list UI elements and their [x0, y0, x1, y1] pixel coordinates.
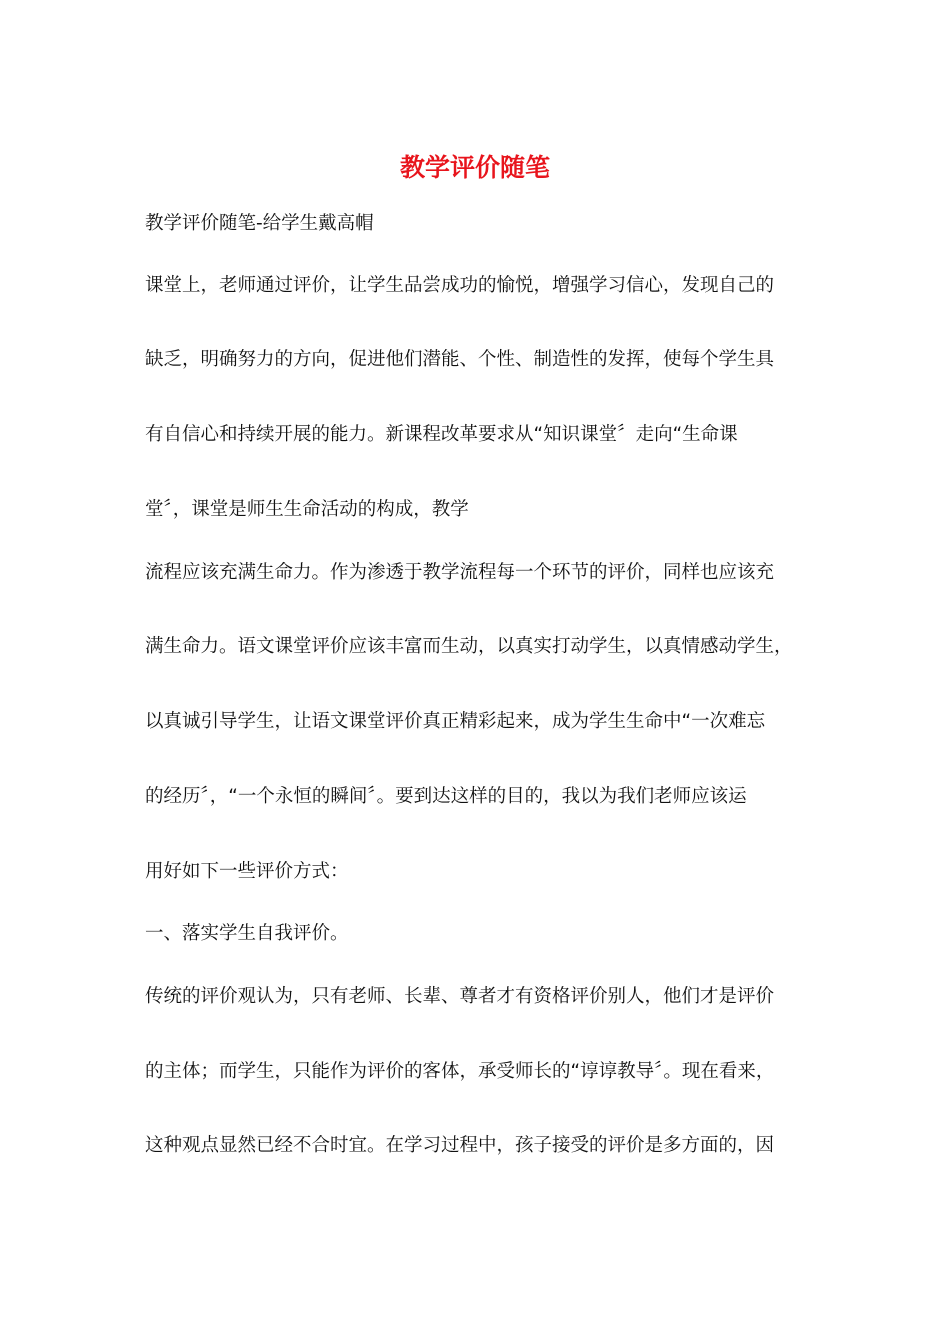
paragraph-line: 流程应该充满生命力。作为渗透于教学流程每一个环节的评价，同样也应该充: [145, 562, 775, 583]
paragraph-line: 满生命力。语文课堂评价应该丰富而生动，以真实打动学生，以真情感动学生，: [145, 636, 793, 657]
paragraph-line: 传统的评价观认为，只有老师、长辈、尊者才有资格评价别人，他们才是评价: [145, 986, 775, 1007]
paragraph-line: 的经历〞，“一个永恒的瞬间〞。要到达这样的目的，我以为我们老师应该运: [145, 786, 747, 807]
document-title: 教学评价随笔: [399, 153, 550, 182]
paragraph-line: 以真诚引导学生，让语文课堂评价真正精彩起来，成为学生生命中“一次难忘: [145, 711, 766, 732]
paragraph-line: 有自信心和持续开展的能力。新课程改革要求从“知识课堂〞走向“生命课: [145, 424, 738, 445]
document-subtitle: 教学评价随笔-给学生戴高帽: [145, 213, 374, 234]
paragraph-line: 缺乏，明确努力的方向，促进他们潜能、个性、制造性的发挥，使每个学生具: [145, 349, 775, 370]
section-heading: 一、落实学生自我评价。: [145, 923, 349, 944]
paragraph-line: 这种观点显然已经不合时宜。在学习过程中，孩子接受的评价是多方面的，因: [145, 1135, 775, 1156]
paragraph-line: 堂〞，课堂是师生生命活动的构成，教学: [145, 499, 469, 520]
paragraph-line: 的主体；而学生，只能作为评价的客体，承受师长的“谆谆教导〞。现在看来，: [145, 1061, 775, 1082]
paragraph-line: 课堂上，老师通过评价，让学生品尝成功的愉悦，增强学习信心，发现自己的: [145, 275, 775, 296]
paragraph-line: 用好如下一些评价方式：: [145, 861, 349, 882]
